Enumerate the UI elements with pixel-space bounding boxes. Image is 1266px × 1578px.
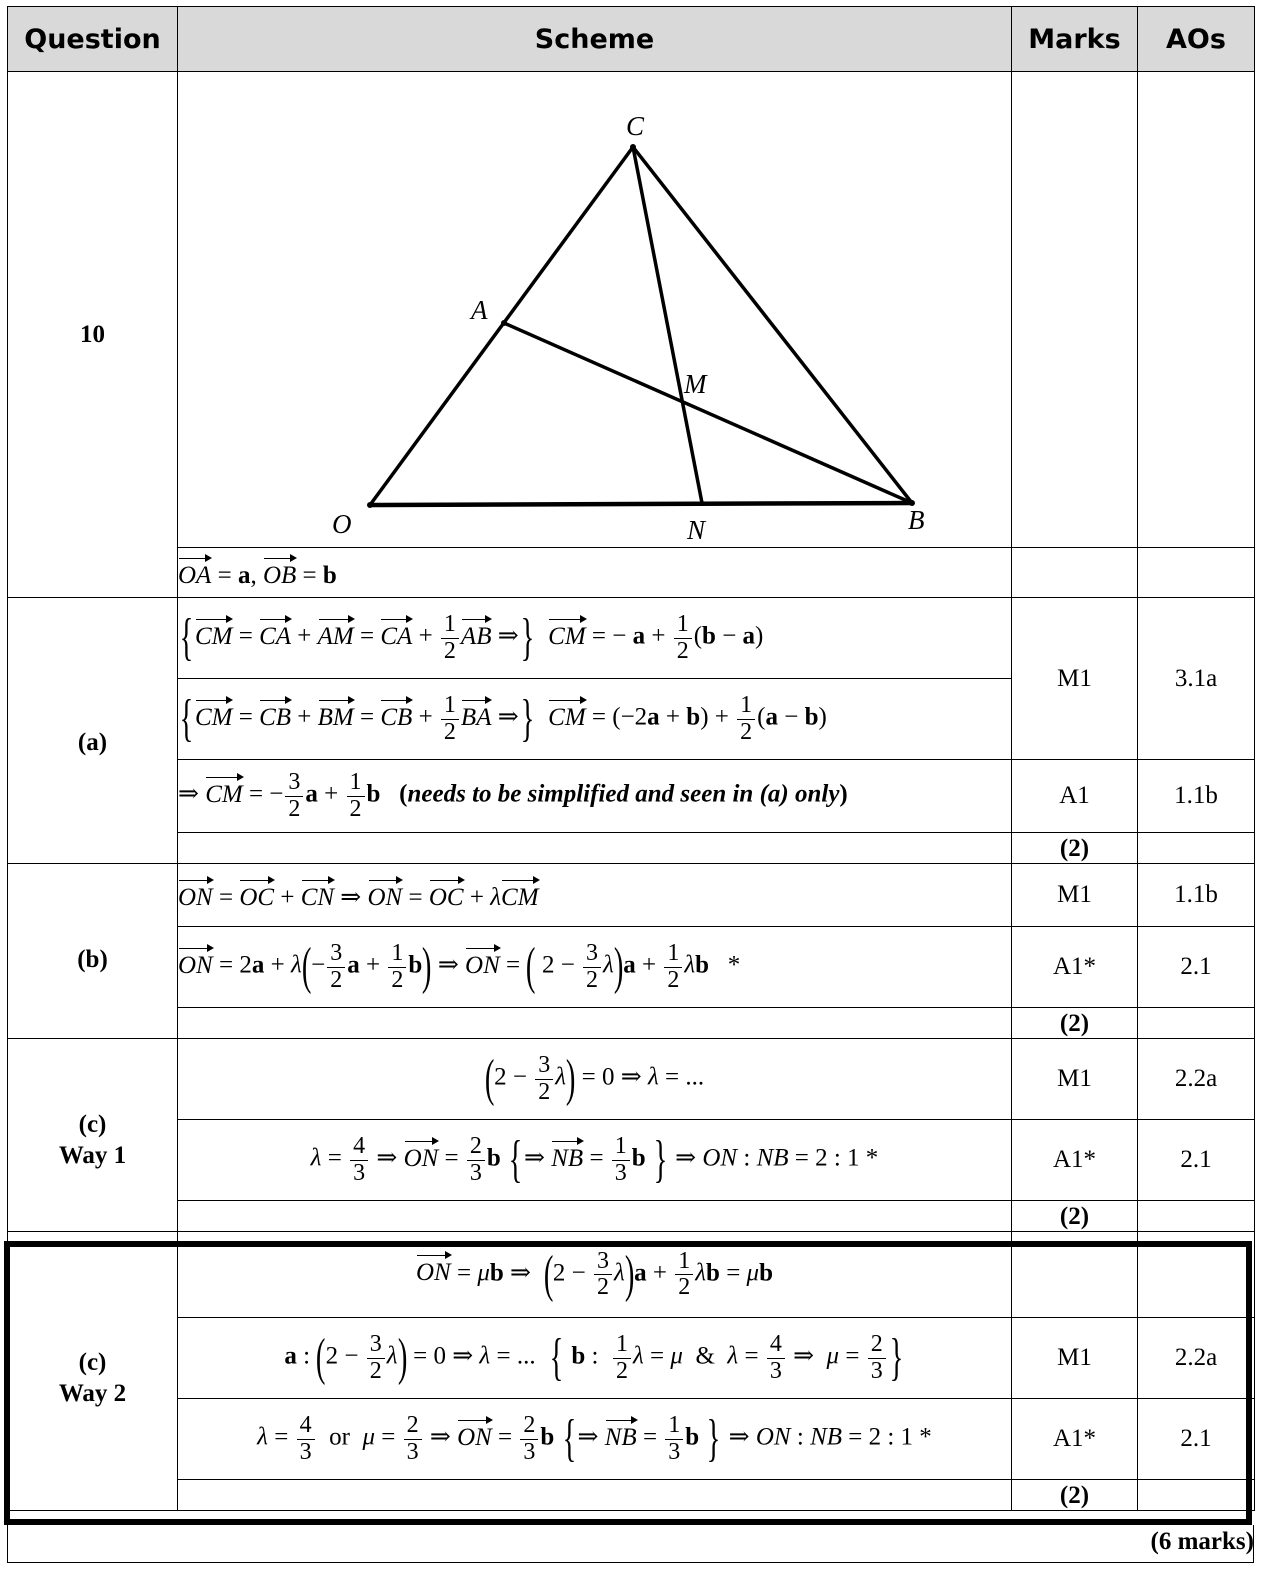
part-c2-total: (2) (1012, 1480, 1138, 1511)
part-b-label: (b) (8, 864, 178, 1039)
label-n: N (687, 514, 706, 545)
part-c2-mark-2: A1* (1012, 1399, 1138, 1480)
line-cb (633, 147, 912, 503)
question-number: 10 (8, 72, 178, 598)
part-c1-ao-2: 2.1 (1138, 1120, 1255, 1201)
part-b-answer: ON = 2a + λ(− $\frac{3}{2}$ a + $\frac{1}{2}$ b) ⇒ ON = ( 2 − $\frac{3}{2}$ λ)a + $\frac{1}{2}$ λb * (178, 927, 1012, 1008)
triangle-diagram (178, 73, 1012, 547)
line-cn (633, 147, 702, 503)
line-ob (370, 503, 912, 505)
part-a-label: (a) (8, 598, 178, 864)
part-b-ao-1: 1.1b (1138, 864, 1255, 927)
part-c1-label: (c) (78, 1111, 107, 1138)
part-a-total: (2) (1012, 833, 1138, 864)
line-oc (370, 147, 633, 505)
part-c2-ao-1: 2.2a (1138, 1318, 1255, 1399)
mark-scheme-table (7, 6, 1255, 1511)
part-b-method: ON = OC + CN ⇒ ON = OC + λCM (178, 864, 1012, 927)
part-c2-ao-2: 2.1 (1138, 1399, 1255, 1480)
header-marks: Marks (1012, 7, 1138, 72)
part-a-answer: ⇒ CM = − $\frac{3}{2}$ a + $\frac{1}{2}$ b (needs to be simplified and seen in (a) only) (178, 760, 1012, 833)
part-c2-label: (c) (78, 1349, 107, 1376)
header-row (8, 7, 1255, 72)
given-vectors: OA = a, OB = b (178, 548, 1012, 598)
part-b-mark-2: A1* (1012, 927, 1138, 1008)
part-c1-method: (2 − $\frac{3}{2}$ λ) = 0 ⇒ λ = ... (178, 1039, 1012, 1120)
part-c2-answer: λ = $\frac{4}{3}$ or μ = $\frac{2}{3}$ ⇒ ON = $\frac{2}{3}$ b {⇒ NB = $\frac{1}{3}$ b } ⇒ ON : NB = 2 : 1 * (178, 1399, 1012, 1480)
part-c1-way: Way 1 (58, 1142, 127, 1169)
part-b-total: (2) (1012, 1008, 1138, 1039)
header-question: Question (8, 7, 178, 72)
label-c: C (626, 110, 645, 141)
part-a-ao-2: 1.1b (1138, 760, 1255, 833)
part-a-note: needs to be simplified and seen in (a) only (407, 780, 840, 808)
part-a-method-1: {CM = CA + AM = CA + $\frac{1}{2}$ AB ⇒} CM = − a + $\frac{1}{2}$ (b − a) (178, 598, 1012, 679)
total-row (7, 1525, 1254, 1563)
label-b: B (908, 504, 925, 535)
header-aos: AOs (1138, 7, 1255, 72)
part-c2-mark-1: M1 (1012, 1318, 1138, 1399)
part-c1-answer: λ = $\frac{4}{3}$ ⇒ ON = $\frac{2}{3}$ b {⇒ NB = $\frac{1}{3}$ b } ⇒ ON : NB = 2 : 1 * (178, 1120, 1012, 1201)
part-c2-method: a : (2 − $\frac{3}{2}$ λ) = 0 ⇒ λ = ... { b : $\frac{1}{2}$ λ = μ & λ = $\frac{4}{3}$ ⇒ μ = $\frac{2}{3}$ } (178, 1318, 1012, 1399)
part-a-mark-2: A1 (1012, 760, 1138, 833)
part-c1-mark-1: M1 (1012, 1039, 1138, 1120)
part-a-ao-1: 3.1a (1138, 598, 1255, 760)
part-b-ao-2: 2.1 (1138, 927, 1255, 1008)
part-a-method-2: {CM = CB + BM = CB + $\frac{1}{2}$ BA ⇒} CM = (−2a + b) + $\frac{1}{2}$ (a − b) (178, 679, 1012, 760)
total-marks: (6 marks) (1150, 1528, 1254, 1555)
header-scheme: Scheme (178, 7, 1012, 72)
label-a: A (471, 294, 488, 325)
part-c2-setup: ON = μb ⇒ (2 − $\frac{3}{2}$ λ)a + $\frac{1}{2}$ λb = μb (178, 1232, 1012, 1318)
part-c2-way: Way 2 (58, 1380, 127, 1407)
line-ab (504, 323, 912, 503)
part-a-mark-1: M1 (1012, 598, 1138, 760)
part-c1-mark-2: A1* (1012, 1120, 1138, 1201)
diagram-cell (178, 72, 1012, 548)
part-c1-total: (2) (1012, 1201, 1138, 1232)
label-m: M (684, 368, 707, 399)
part-b-mark-1: M1 (1012, 864, 1138, 927)
part-c1-ao-1: 2.2a (1138, 1039, 1255, 1120)
label-o: O (332, 508, 352, 539)
